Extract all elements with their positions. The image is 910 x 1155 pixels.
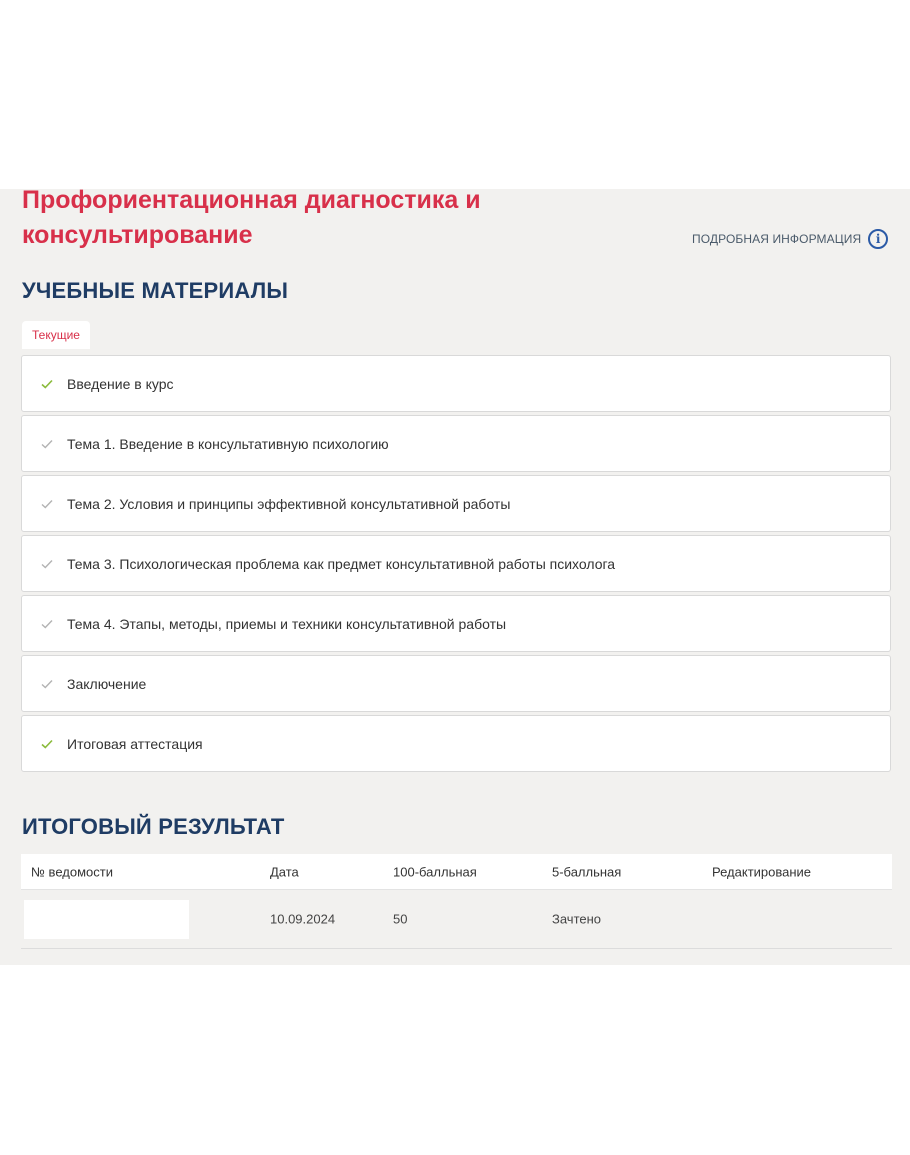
material-item[interactable] bbox=[21, 595, 891, 652]
results-heading: ИТОГОВЫЙ РЕЗУЛЬТАТ bbox=[22, 814, 285, 839]
material-label: Введение в курс bbox=[67, 375, 174, 392]
statement-number-cell bbox=[24, 900, 189, 939]
results-table bbox=[21, 854, 892, 949]
material-label: Тема 1. Введение в консультативную психологию bbox=[67, 435, 389, 452]
check-icon bbox=[41, 618, 53, 630]
check-icon bbox=[41, 438, 53, 450]
material-item[interactable] bbox=[21, 715, 891, 772]
tab-current[interactable]: Текущие bbox=[22, 321, 90, 349]
material-item[interactable] bbox=[21, 655, 891, 712]
check-icon bbox=[41, 738, 53, 750]
check-icon bbox=[41, 378, 53, 390]
table-row bbox=[21, 890, 892, 949]
check-icon bbox=[41, 558, 53, 570]
check-icon bbox=[41, 498, 53, 510]
material-label: Тема 4. Этапы, методы, приемы и техники консультативной работы bbox=[67, 615, 507, 632]
material-item[interactable] bbox=[21, 415, 891, 472]
material-label: Тема 2. Условия и принципы эффективной консультативной работы bbox=[67, 495, 511, 512]
course-title: Профориентационная диагностика и консультирование bbox=[22, 186, 481, 249]
materials-list bbox=[21, 355, 891, 775]
column-header-statement: № ведомости bbox=[31, 864, 113, 879]
column-header-score-5: 5-балльная bbox=[552, 864, 622, 879]
date-cell: 10.09.2024 bbox=[270, 911, 336, 927]
column-header-date: Дата bbox=[270, 864, 299, 879]
material-item[interactable] bbox=[21, 535, 891, 592]
materials-heading: УЧЕБНЫЕ МАТЕРИАЛЫ bbox=[22, 278, 289, 303]
info-icon[interactable]: i bbox=[868, 229, 888, 249]
column-header-score-100: 100-балльная bbox=[393, 864, 477, 879]
material-label: Итоговая аттестация bbox=[67, 735, 203, 752]
details-link[interactable] bbox=[692, 229, 888, 249]
column-header-edit: Редактирование bbox=[712, 864, 812, 879]
check-icon bbox=[41, 678, 53, 690]
score-5-cell: Зачтено bbox=[552, 911, 602, 927]
details-link-label: ПОДРОБНАЯ ИНФОРМАЦИЯ bbox=[692, 232, 862, 246]
material-item[interactable] bbox=[21, 475, 891, 532]
material-item[interactable] bbox=[21, 355, 891, 412]
material-label: Тема 3. Психологическая проблема как предмет консультативной работы психолога bbox=[67, 555, 616, 572]
material-label: Заключение bbox=[67, 675, 147, 692]
table-header bbox=[21, 854, 892, 890]
score-100-cell: 50 bbox=[393, 911, 408, 927]
